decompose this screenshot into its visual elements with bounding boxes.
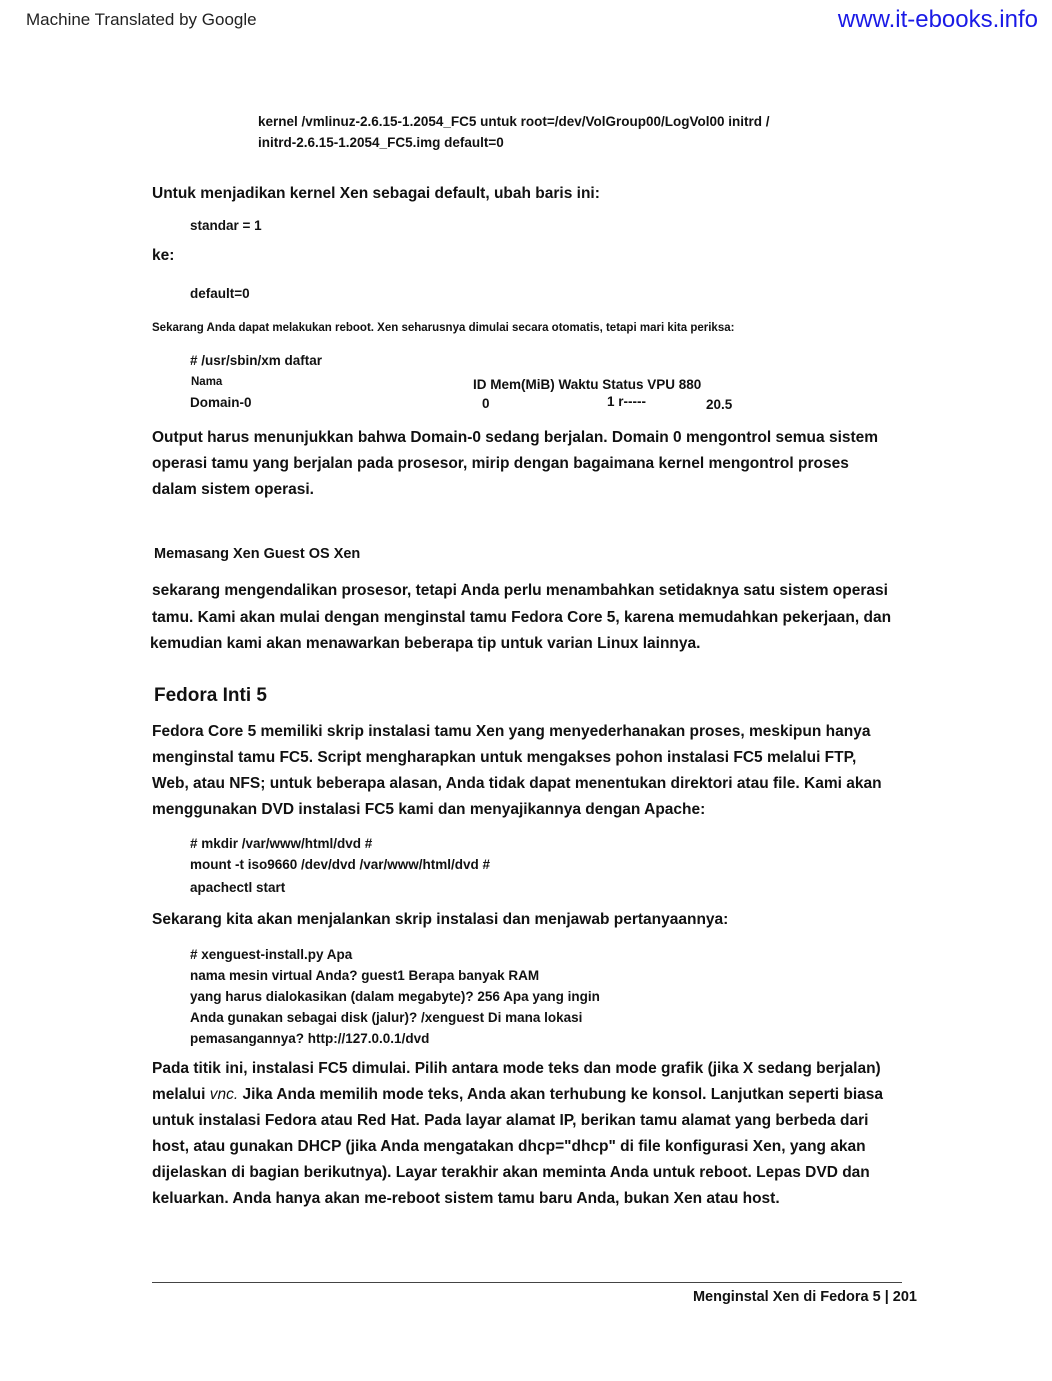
page-footer: Menginstal Xen di Fedora 5 | 201 [692,1289,917,1305]
code-install-line-5: pemasangannya? http://127.0.0.1/dvd [190,1031,430,1046]
paragraph-final-line-4: host, atau gunakan DHCP (jika Anda mengatakan dhcp="dhcp" di file konfigurasi Xen, yang akan [152,1138,866,1155]
paragraph-fedora-line-4: menggunakan DVD instalasi FC5 kami dan menyajikannya dengan Apache: [152,801,706,818]
code-dvd-line-3: apachectl start [190,880,286,895]
paragraph-ke: ke: [152,247,175,264]
code-kernel-line-2: initrd-2.6.15-1.2054_FC5.img default=0 [258,135,504,150]
paragraph-make-default: Untuk menjadikan kernel Xen sebagai default, ubah baris ini: [152,185,600,202]
footer-rule [152,1282,902,1283]
paragraph-output-line-3: dalam sistem operasi. [152,481,314,498]
paragraph-guest-line-2: tamu. Kami akan mulai dengan menginstal tamu Fedora Core 5, karena memudahkan pekerjaan, dan [152,609,892,626]
paragraph-output-line-1: Output harus menunjukkan bahwa Domain-0 sedang berjalan. Domain 0 mengontrol semua sistem [152,429,879,446]
code-install-line-3: yang harus dialokasikan (dalam megabyte)? 256 Apa yang ingin [190,989,600,1004]
paragraph-fedora-line-3: Web, atau NFS; untuk beberapa alasan, Anda tidak dapat menentukan direktori atau file. Kami akan [152,775,882,792]
xm-header-name: Nama [191,376,223,388]
paragraph-run-script: Sekarang kita akan menjalankan skrip instalasi dan menjawab pertanyaannya: [152,911,729,928]
code-install-line-1: # xenguest-install.py Apa [190,947,353,962]
xm-header-columns: ID Mem(MiB) Waktu Status VPU 880 [473,377,702,392]
paragraph-fedora-line-2: menginstal tamu FC5. Script mengharapkan untuk mengakses pohon instalasi FC5 melalui FTP, [152,749,857,766]
paragraph-final-line-3: untuk instalasi Fedora atau Red Hat. Pada layar alamat IP, berikan tamu alamat yang berbeda dari [152,1112,869,1129]
code-xm-command: # /usr/sbin/xm daftar [190,353,323,368]
code-dvd-line-2: mount -t iso9660 /dev/dvd /var/www/html/dvd # [190,857,491,872]
code-install-line-2: nama mesin virtual Anda? guest1 Berapa banyak RAM [190,968,540,983]
paragraph-final-line-2-post: Jika Anda memilih mode teks, Anda akan terhubung ke konsol. Lanjutkan seperti biasa [238,1086,884,1103]
paragraph-final-line-6: keluarkan. Anda hanya akan me-reboot sistem tamu baru Anda, bukan Xen atau host. [152,1190,780,1207]
code-install-line-4: Anda gunakan sebagai disk (jalur)? /xenguest Di mana lokasi [190,1010,583,1025]
paragraph-final-line-2-pre: melalui [152,1086,210,1103]
xm-row-time: 20.5 [706,397,733,412]
paragraph-output-line-2: operasi tamu yang berjalan pada prosesor, mirip dengan bagaimana kernel mengontrol proses [152,455,849,472]
paragraph-fedora-line-1: Fedora Core 5 memiliki skrip instalasi tamu Xen yang menyederhanakan proses, meskipun hanya [152,723,871,740]
xm-row-id: 0 [482,396,490,411]
paragraph-guest-line-3: kemudian kami akan menawarkan beberapa tip untuk varian Linux lainnya. [150,635,701,652]
vnc-term: vnc. [209,1086,239,1103]
paragraph-final-line-2 [152,1082,883,1108]
xm-row-status: 1 r----- [607,394,646,409]
heading-install-guest: Memasang Xen Guest OS Xen [154,546,361,562]
source-link[interactable]: www.it-ebooks.info [837,6,1038,33]
xm-row-name: Domain-0 [190,395,252,410]
code-standar: standar = 1 [190,218,262,233]
code-kernel-line-1: kernel /vmlinuz-2.6.15-1.2054_FC5 untuk root=/dev/VolGroup00/LogVol00 initrd / [258,114,770,129]
code-default0: default=0 [190,286,250,301]
paragraph-guest-line-1: sekarang mengendalikan prosesor, tetapi Anda perlu menambahkan setidaknya satu sistem operasi [152,582,888,599]
paragraph-final-line-1: Pada titik ini, instalasi FC5 dimulai. Pilih antara mode teks dan mode grafik (jika X sedang berjalan) [152,1060,881,1077]
machine-translated-label: Machine Translated by Google [26,10,257,29]
paragraph-final-line-5: dijelaskan di bagian berikutnya). Layar terakhir akan meminta Anda untuk reboot. Lepas DVD dan [152,1164,870,1181]
code-dvd-line-1: # mkdir /var/www/html/dvd # [190,836,373,851]
paragraph-reboot: Sekarang Anda dapat melakukan reboot. Xen seharusnya dimulai secara otomatis, tetapi mari kita periksa: [152,322,735,334]
heading-fedora: Fedora Inti 5 [154,685,267,706]
